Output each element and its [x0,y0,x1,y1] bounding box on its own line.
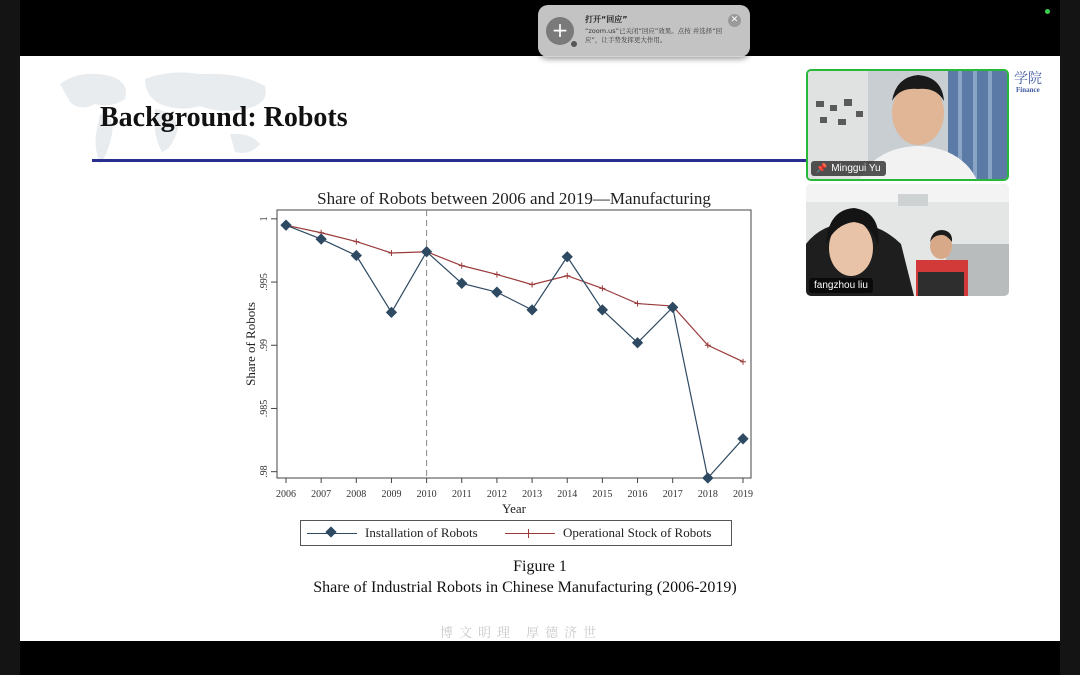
x-tick-label: 2017 [662,489,683,500]
reactions-plus-icon: + [546,17,574,45]
legend-label-installation: Installation of Robots [365,525,478,540]
data-point-operational-stock [388,250,394,256]
footer-motto: 博文明理 厚德济世 [440,626,603,641]
figure-caption: Share of Industrial Robots in Chinese Manufacturing (2006-2019) [313,579,737,596]
chart-title: Share of Robots between 2006 and 2019—Manufacturing [317,189,711,208]
x-axis-ticks [276,478,753,500]
data-point-installation [386,307,397,318]
data-point-installation [562,251,573,262]
data-point-installation [315,233,326,244]
x-tick-label: 2009 [381,489,402,500]
right-margin [1060,0,1080,675]
data-point-installation [491,287,502,298]
notification-title: 打开“回应” [585,15,628,24]
x-tick-label: 2007 [311,489,332,500]
x-tick-label: 2006 [276,489,296,500]
left-margin [0,0,20,675]
x-tick-label: 2008 [346,489,367,500]
x-tick-label: 2015 [592,489,613,500]
participant-name: fangzhou liu [814,280,868,291]
notification-body: “zoom.us”已关闭“回应”效果。点按 并选择“回应”，让手势发挥更大作用。 [585,27,723,44]
y-axis-ticks [259,216,277,478]
y-tick-label: .995 [259,273,270,291]
slide-title: Background: Robots [100,102,348,133]
data-point-operational-stock [494,271,500,277]
data-point-operational-stock [353,239,359,245]
camera-indicator-icon [1045,9,1050,14]
legend-label-operational-stock: Operational Stock of Robots [563,525,712,540]
data-point-operational-stock [529,282,535,288]
x-tick-label: 2010 [416,489,437,500]
chart-legend [300,520,732,546]
data-point-operational-stock [740,359,746,365]
legend-item-operational-stock [505,525,711,541]
reactions-notification[interactable] [538,5,750,57]
legend-item-installation [307,525,478,541]
participant-name-tag [809,278,873,293]
y-tick-label: 1 [259,216,270,222]
x-tick-label: 2016 [627,489,648,500]
data-point-operational-stock [635,301,641,307]
x-tick-label: 2014 [557,489,578,500]
zoom-bottom-bar [20,641,1060,675]
y-tick-label: .985 [259,399,270,418]
y-axis-label: Share of Robots [243,302,258,386]
x-tick-label: 2018 [697,489,718,500]
x-tick-label: 2019 [733,489,753,500]
data-point-operational-stock [599,285,605,291]
series-layer [280,220,748,484]
data-point-installation [280,220,291,231]
legend-swatch-installation [307,533,357,534]
reactions-badge-icon [571,41,577,47]
x-tick-label: 2013 [522,489,543,500]
video-tile-minggui-yu[interactable] [806,69,1009,181]
x-axis-label: Year [502,501,526,516]
y-tick-label: .98 [259,465,270,478]
institution-logo-subtext: Finance [1016,86,1040,94]
pin-icon: 📌 [816,163,828,173]
close-icon[interactable]: ✕ [728,14,741,27]
institution-logo: 学院 [1014,71,1042,87]
data-point-installation [351,250,362,261]
figure-number: Figure 1 [513,558,567,575]
series-line-installation [286,225,743,478]
legend-swatch-operational-stock [505,533,555,534]
x-tick-label: 2012 [486,489,507,500]
participant-name: Minggui Yu [831,163,881,174]
video-tile-fangzhou-liu[interactable] [806,184,1009,296]
participant-name-tag [811,161,886,176]
data-point-operational-stock [564,273,570,279]
series-line-operational-stock [286,225,743,362]
data-point-installation [526,304,537,315]
y-tick-label: .99 [259,339,270,352]
x-tick-label: 2011 [451,489,472,500]
data-point-operational-stock [459,263,465,269]
